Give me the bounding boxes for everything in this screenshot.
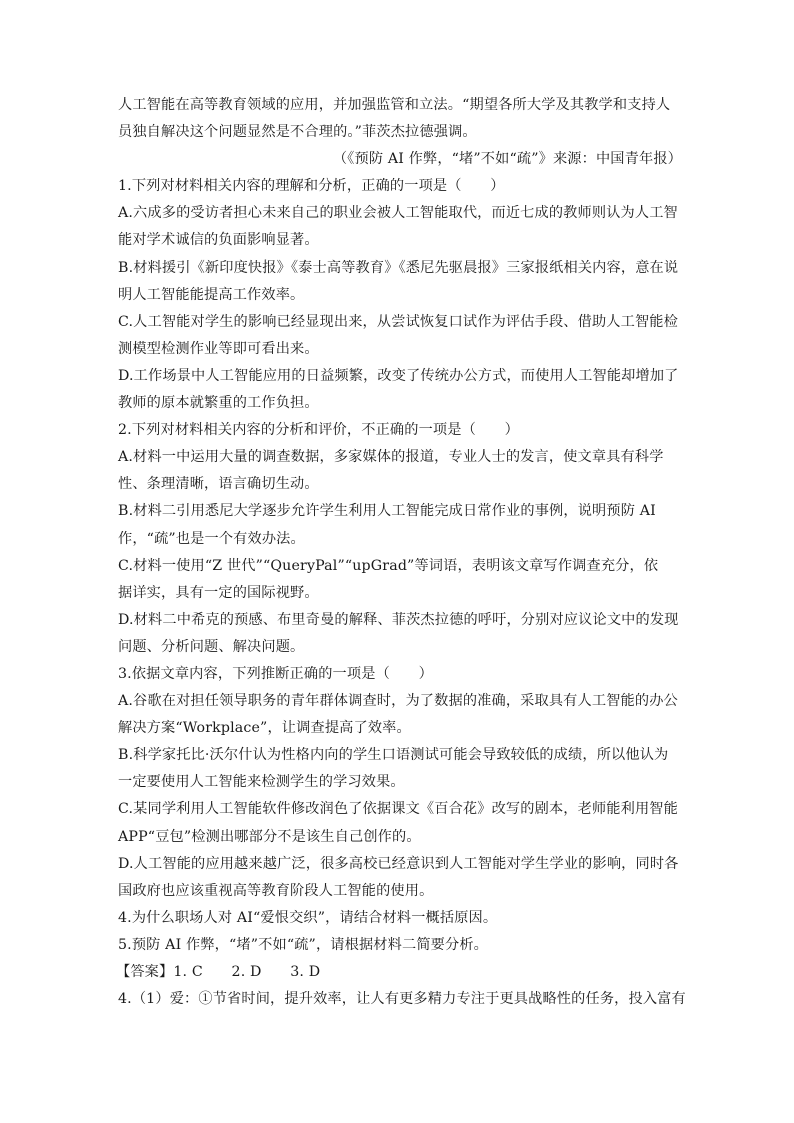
document-body — [116, 92, 686, 1013]
text-line: 国政府也应该重视高等教育阶段人工智能的使用。 — [118, 882, 434, 899]
text-line: 人工智能在高等教育领域的应用，并加强监管和立法。“期望各所大学及其教学和支持人 — [118, 97, 671, 113]
text-line: 员独自解决这个问题显然是不合理的。”菲茨杰拉德强调。 — [118, 124, 477, 141]
question-2: 2.下列对材料相关内容的分析和评价，不正确的一项是（ ） — [118, 422, 519, 439]
option-2a: A.材料一中运用大量的调查数据，多家媒体的报道，专业人士的发言，使文章具有科学 — [118, 449, 664, 466]
text-line: 明人工智能能提高工作效率。 — [118, 286, 305, 303]
text-line: 性、条理清晰，语言确切生动。 — [118, 476, 319, 493]
option-3c: C.某同学利用人工智能软件修改润色了依据课文《百合花》改写的剧本，老师能利用智能 — [118, 801, 678, 818]
question-4: 4.为什么职场人对 AI“爱恨交织”，请结合材料一概括原因。 — [118, 909, 498, 926]
text-line: 据详实，具有一定的国际视野。 — [118, 584, 319, 601]
option-1c: C.人工智能对学生的影响已经显现出来，从尝试恢复口试作为评估手段、借助人工智能检 — [118, 313, 678, 330]
text-line: 测模型检测作业等即可看出来。 — [118, 340, 319, 357]
text-line: 作，“疏”也是一个有效办法。 — [118, 530, 305, 547]
text-line: APP“豆包”检测出哪部分不是该生自己创作的。 — [118, 828, 421, 845]
text-line: 教师的原本就繁重的工作负担。 — [118, 395, 319, 412]
option-1a: A.六成多的受访者担心未来自己的职业会被人工智能取代，而近七成的教师则认为人工智 — [118, 205, 678, 222]
answer-4-text: 4.（1）爱：①节省时间，提升效率，让人有更多精力专注于更具战略性的任务，投入富有 — [118, 991, 686, 1008]
option-3d: D.人工智能的应用越来越广泛，很多高校已经意识到人工智能对学生学业的影响，同时各 — [118, 855, 679, 872]
option-2c: C.材料一使用“Z 世代”“QueryPal”“upGrad”等词语，表明该文章写作调查充分，依 — [118, 557, 659, 574]
answer-key: 【答案】1. C 2. D 3. D — [116, 964, 321, 980]
source-citation: （《预防 AI 作弊，“堵”不如“疏”》来源：中国青年报） — [332, 151, 682, 168]
question-1: 1.下列对材料相关内容的理解和分析，正确的一项是（ ） — [118, 178, 505, 195]
option-2b: B.材料二引用悉尼大学逐步允许学生利用人工智能完成日常作业的事例，说明预防 AI — [118, 503, 656, 520]
option-1b: B.材料援引《新印度快报》《泰士高等教育》《悉尼先驱晨报》三家报纸相关内容，意在说 — [118, 259, 679, 276]
text-line: 能对学术诚信的负面影响显著。 — [118, 232, 319, 249]
option-2d: D.材料二中希克的预感、布里奇曼的解释、菲茨杰拉德的呼吁，分别对应议论文中的发现 — [118, 611, 679, 628]
text-line: 一定要使用人工智能来检测学生的学习效果。 — [118, 774, 405, 791]
option-1d: D.工作场景中人工智能应用的日益频繁，改变了传统办公方式，而使用人工智能却增加了 — [118, 367, 679, 384]
text-line: 问题、分析问题、解决问题。 — [118, 638, 305, 655]
question-5: 5.预防 AI 作弊，“堵”不如“疏”，请根据材料二简要分析。 — [118, 936, 489, 953]
option-3b: B.科学家托比·沃尔什认为性格内向的学生口语测试可能会导致较低的成绩，所以他认为 — [118, 747, 669, 764]
question-3: 3.依据文章内容，下列推断正确的一项是（ ） — [118, 665, 433, 682]
text-line: 解决方案“Workplace”，让调查提高了效率。 — [118, 720, 411, 737]
option-3a: A.谷歌在对担任领导职务的青年群体调查时，为了数据的准确，采取具有人工智能的办公 — [118, 693, 678, 710]
